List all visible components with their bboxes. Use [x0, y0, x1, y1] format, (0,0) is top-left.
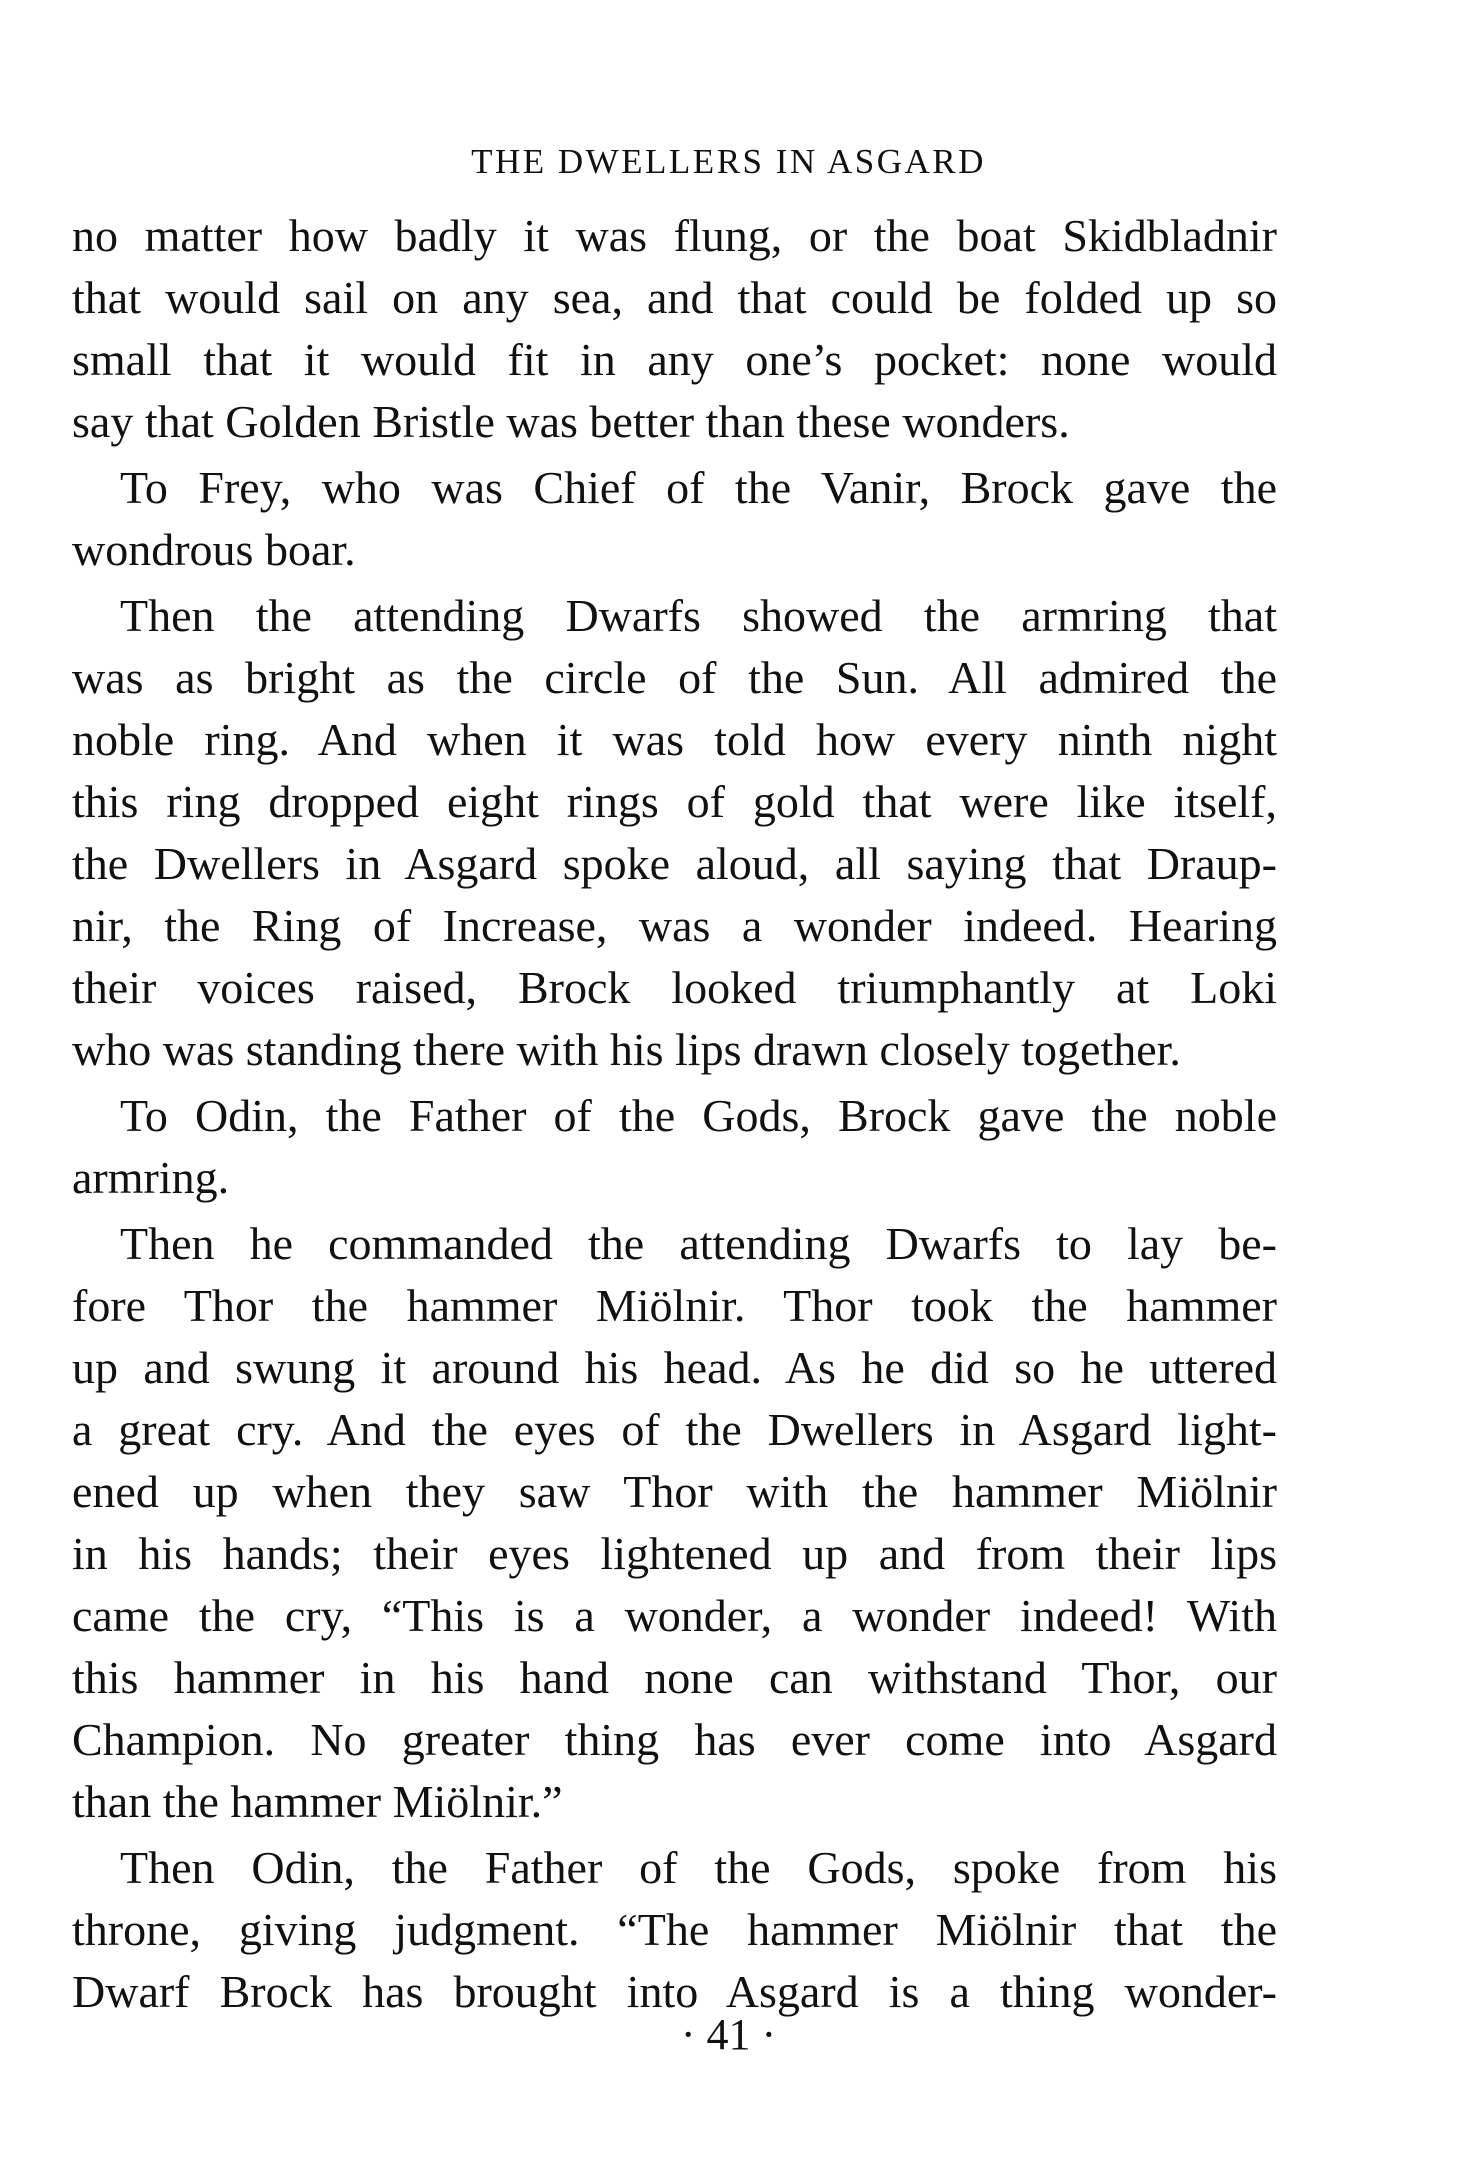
text-line: was as bright as the circle of the Sun. All admired the	[72, 652, 1277, 703]
text-line: say that Golden Bristle was better than these wonders.	[72, 396, 1070, 447]
text-line: Then Odin, the Father of the Gods, spoke from his	[120, 1842, 1277, 1893]
body-text	[72, 205, 1277, 2023]
text-line: that would sail on any sea, and that could be folded up so	[72, 272, 1277, 323]
paragraph	[72, 205, 1277, 453]
text-line: fore Thor the hammer Miölnir. Thor took the hammer	[72, 1280, 1277, 1331]
text-line: a great cry. And the eyes of the Dwellers in Asgard light-	[72, 1404, 1277, 1455]
text-line: nir, the Ring of Increase, was a wonder indeed. Hearing	[72, 900, 1277, 951]
text-line: who was standing there with his lips drawn closely together.	[72, 1024, 1181, 1075]
text-line: To Odin, the Father of the Gods, Brock gave the noble	[120, 1090, 1277, 1141]
text-line: throne, giving judgment. “The hammer Miölnir that the	[72, 1904, 1277, 1955]
text-line: small that it would fit in any one’s pocket: none would	[72, 334, 1277, 385]
text-line: noble ring. And when it was told how every ninth night	[72, 714, 1277, 765]
text-line: this ring dropped eight rings of gold that were like itself,	[72, 776, 1277, 827]
paragraph	[72, 585, 1277, 1081]
text-line: their voices raised, Brock looked triumphantly at Loki	[72, 962, 1277, 1013]
text-line: ened up when they saw Thor with the hammer Miölnir	[72, 1466, 1277, 1517]
text-line: the Dwellers in Asgard spoke aloud, all saying that Draup-	[72, 838, 1277, 889]
running-head: THE DWELLERS IN ASGARD	[471, 142, 986, 181]
text-line: Then the attending Dwarfs showed the armring that	[120, 590, 1277, 641]
paragraph	[72, 1085, 1277, 1209]
text-line: in his hands; their eyes lightened up and from their lips	[72, 1528, 1277, 1579]
text-line: To Frey, who was Chief of the Vanir, Brock gave the	[120, 462, 1277, 513]
paragraph	[72, 457, 1277, 581]
text-line: than the hammer Miölnir.”	[72, 1776, 563, 1827]
text-line: up and swung it around his head. As he did so he uttered	[72, 1342, 1277, 1393]
text-line: wondrous boar.	[72, 524, 356, 575]
text-line: this hammer in his hand none can withstand Thor, our	[72, 1652, 1277, 1703]
text-line: armring.	[72, 1152, 230, 1203]
page-number: · 41 ·	[680, 2010, 777, 2059]
text-line: no matter how badly it was flung, or the boat Skidbladnir	[72, 210, 1277, 261]
paragraph	[72, 1837, 1277, 2023]
text-line: Then he commanded the attending Dwarfs to lay be-	[120, 1218, 1277, 1269]
text-line: Dwarf Brock has brought into Asgard is a thing wonder-	[72, 1966, 1277, 2017]
paragraph	[72, 1213, 1277, 1833]
text-line: Champion. No greater thing has ever come into Asgard	[72, 1714, 1277, 1765]
text-line: came the cry, “This is a wonder, a wonder indeed! With	[72, 1590, 1277, 1641]
